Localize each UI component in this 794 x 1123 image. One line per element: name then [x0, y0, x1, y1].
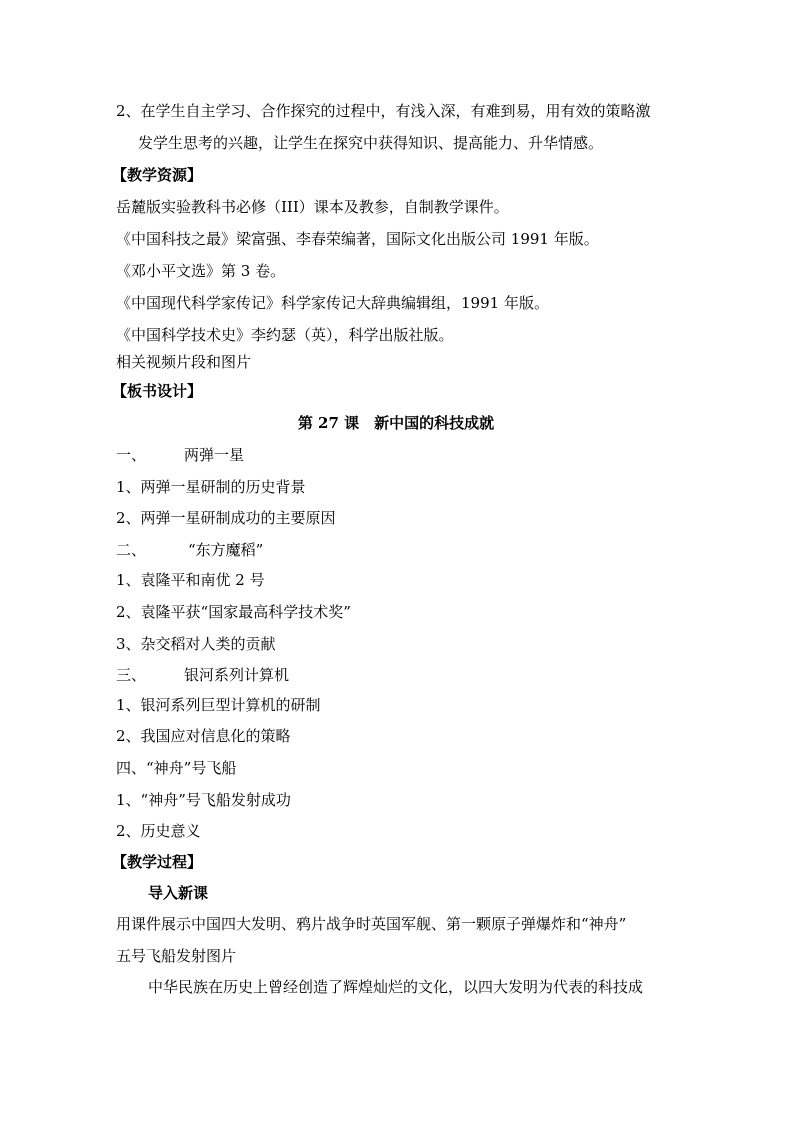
intro-line1: 用课件展示中国四大发明、鸦片战争时英国军舰、第一颗原子弹爆炸和“神舟” — [116, 915, 627, 933]
section-number: 三、 — [116, 666, 147, 684]
lesson-title: 第 27 课 新中国的科技成就 — [297, 414, 495, 432]
goal-item-2-line2: 发学生思考的兴趣，让学生在探究中获得知识、提高能力、升华情感。 — [138, 134, 604, 152]
resource-item: 相关视频片段和图片 — [116, 353, 252, 371]
section-title: 两弹一星 — [184, 446, 245, 464]
board-item: 2、袁隆平获“国家最高科学技术奖” — [116, 603, 351, 621]
intro-line2: 五号飞船发射图片 — [116, 947, 237, 965]
resource-item: 《中国现代科学家传记》科学家传记大辞典编辑组，1991 年版。 — [116, 294, 549, 312]
board-section-4: 四、“神舟”号飞船 — [116, 759, 237, 777]
section-title: 银河系列计算机 — [184, 666, 290, 684]
board-item: 1、“神舟”号飞船发射成功 — [116, 791, 291, 809]
board-item: 2、两弹一星研制成功的主要原因 — [116, 509, 336, 527]
process-heading: 【教学过程】 — [112, 853, 203, 871]
board-item: 1、银河系列巨型计算机的研制 — [116, 696, 321, 714]
goal-item-2-line1: 2、在学生自主学习、合作探究的过程中，有浅入深，有难到易，用有效的策略激 — [116, 102, 651, 120]
resources-heading: 【教学资源】 — [112, 166, 203, 184]
board-section-3 — [116, 665, 696, 685]
resource-item: 岳麓版实验教科书必修（III）课本及教参，自制教学课件。 — [116, 198, 509, 216]
section-number: 二、 — [116, 541, 147, 559]
resource-item: 《中国科技之最》梁富强、李春荣编著，国际文化出版公司 1991 年版。 — [116, 230, 599, 248]
board-item: 3、杂交稻对人类的贡献 — [116, 635, 276, 653]
board-section-2 — [116, 540, 696, 560]
board-item: 2、历史意义 — [116, 822, 201, 840]
section-number: 一、 — [116, 446, 147, 464]
board-item: 1、两弹一星研制的历史背景 — [116, 478, 306, 496]
board-section-1 — [116, 445, 696, 465]
board-item: 2、我国应对信息化的策略 — [116, 727, 291, 745]
board-heading: 【板书设计】 — [112, 382, 203, 400]
intro-heading: 导入新课 — [148, 884, 209, 902]
intro-paragraph: 中华民族在历史上曾经创造了辉煌灿烂的文化，以四大发明为代表的科技成 — [148, 978, 644, 996]
resource-item: 《中国科学技术史》李约瑟（英），科学出版社版。 — [116, 326, 454, 344]
board-item: 1、袁隆平和南优 2 号 — [116, 571, 265, 589]
resource-item: 《邓小平文选》第 3 卷。 — [116, 262, 286, 280]
section-title: “东方魔稻” — [188, 541, 264, 559]
